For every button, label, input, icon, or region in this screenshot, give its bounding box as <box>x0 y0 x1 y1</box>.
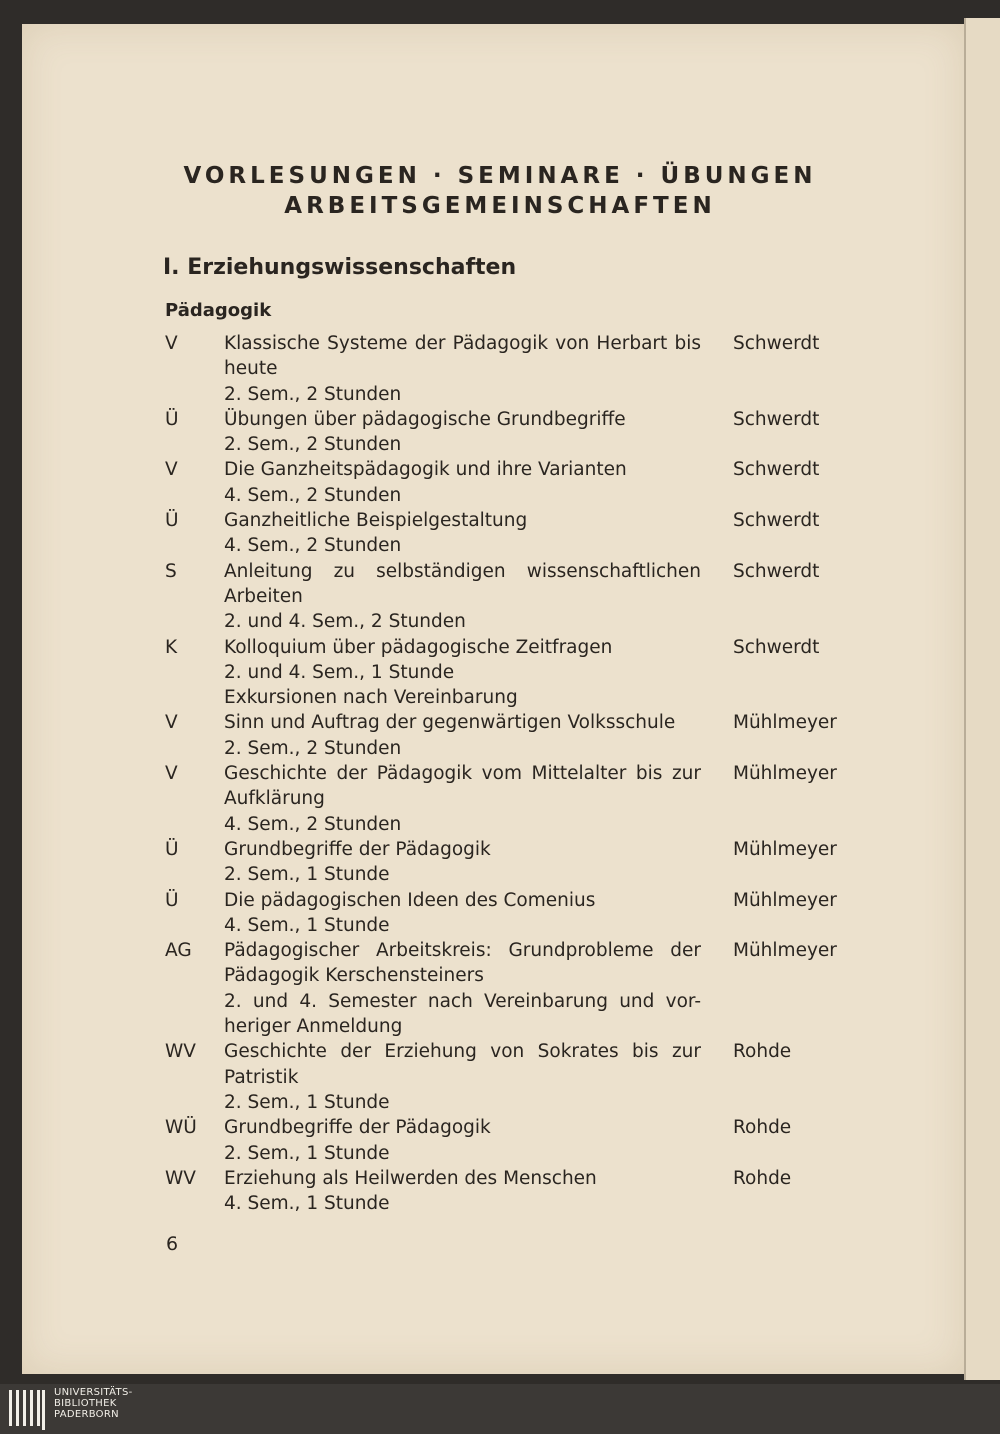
course-lecturer: Schwerdt <box>733 560 820 582</box>
course-lecturer: Schwerdt <box>733 636 820 658</box>
course-lecturer: Mühlmeyer <box>733 712 837 734</box>
course-description <box>224 457 701 508</box>
course-description <box>224 761 701 837</box>
course-description <box>224 331 701 407</box>
course-lecturer: Mühlmeyer <box>733 889 837 911</box>
course-entry <box>165 331 865 407</box>
course-description <box>224 1166 701 1217</box>
logo-bar <box>30 1390 33 1426</box>
course-type-code: V <box>165 459 178 481</box>
course-type-code: Ü <box>165 408 179 430</box>
course-title: Die Ganzheitspädagogik und ihre Varianten <box>224 459 627 481</box>
course-entry <box>165 710 865 761</box>
course-title: Übungen über pädagogische Grundbegriffe <box>224 408 626 430</box>
course-type-code: WÜ <box>165 1117 197 1139</box>
course-schedule: 4. Sem., 1 Stunde <box>224 914 390 936</box>
logo-text-line: UNIVERSITÄTS- <box>54 1387 133 1398</box>
heading-line-2: ARBEITSGEMEINSCHAFTEN <box>284 193 716 219</box>
course-description <box>224 1115 701 1166</box>
course-entry <box>165 407 865 458</box>
subsection-title: Pädagogik <box>165 300 272 321</box>
course-schedule: 2. und 4. Semester nach Vereinbarung und vor-heriger Anmeldung <box>224 990 701 1038</box>
course-entry <box>165 1166 865 1217</box>
course-type-code: Ü <box>165 889 179 911</box>
logo-bar <box>42 1390 45 1430</box>
course-entry <box>165 1039 865 1115</box>
course-description <box>224 938 701 1039</box>
course-schedule: 2. Sem., 1 Stunde <box>224 1091 390 1113</box>
course-type-code: S <box>165 560 177 582</box>
course-type-code: Ü <box>165 510 179 532</box>
course-title: Klassische Systeme der Pädagogik von Herbart bis heute <box>224 333 701 380</box>
course-description <box>224 710 701 761</box>
course-title: Kolloquium über pädagogische Zeitfragen <box>224 636 613 658</box>
course-lecturer: Rohde <box>733 1041 792 1063</box>
course-type-code: WV <box>165 1167 196 1189</box>
course-title: Sinn und Auftrag der gegenwärtigen Volksschule <box>224 712 676 734</box>
course-schedule: 4. Sem., 2 Stunden <box>224 535 402 557</box>
course-entry <box>165 888 865 939</box>
course-title: Ganzheitliche Beispielgestaltung <box>224 510 528 532</box>
course-lecturer: Mühlmeyer <box>733 940 837 962</box>
course-entry <box>165 761 865 837</box>
course-title: Pädagogischer Arbeitskreis: Grundprobleme der Pädagogik Kerschensteiners <box>224 940 701 987</box>
course-schedule: 2. und 4. Sem., 1 Stunde <box>224 661 455 683</box>
course-schedule: 2. und 4. Sem., 2 Stunden <box>224 611 466 633</box>
course-schedule: 2. Sem., 2 Stunden <box>224 383 402 405</box>
course-entry <box>165 457 865 508</box>
course-entry <box>165 508 865 559</box>
course-type-code: V <box>165 712 178 734</box>
course-type-code: AG <box>165 940 192 962</box>
course-title: Anleitung zu selbständigen wissenschaftlichen Arbeiten <box>224 560 701 607</box>
course-type-code: V <box>165 763 178 785</box>
logo-bar <box>23 1390 26 1426</box>
course-entry <box>165 559 865 635</box>
course-lecturer: Schwerdt <box>733 408 820 430</box>
course-description <box>224 508 701 559</box>
logo-bar <box>37 1390 40 1426</box>
course-title: Geschichte der Erziehung von Sokrates bis zur Patristik <box>224 1041 701 1088</box>
course-schedule: 2. Sem., 1 Stunde <box>224 1142 390 1164</box>
course-schedule: 2. Sem., 2 Stunden <box>224 737 402 759</box>
course-description <box>224 888 701 939</box>
course-description <box>224 559 701 635</box>
library-footer <box>0 1384 1000 1434</box>
course-title: Grundbegriffe der Pädagogik <box>224 1117 491 1139</box>
logo-bar <box>16 1390 19 1426</box>
next-page-edge <box>964 18 1000 1380</box>
course-description <box>224 1039 701 1115</box>
course-title: Erziehung als Heilwerden des Menschen <box>224 1167 597 1189</box>
course-lecturer: Mühlmeyer <box>733 838 837 860</box>
library-logo-icon <box>8 1388 46 1430</box>
heading-line-1: VORLESUNGEN · SEMINARE · ÜBUNGEN <box>183 163 817 189</box>
course-description <box>224 635 701 711</box>
course-title: Grundbegriffe der Pädagogik <box>224 838 491 860</box>
course-list <box>165 331 865 1216</box>
course-schedule: 2. Sem., 1 Stunde <box>224 864 390 886</box>
course-schedule: 4. Sem., 1 Stunde <box>224 1193 390 1215</box>
page-number: 6 <box>166 1233 179 1255</box>
course-description <box>224 407 701 458</box>
course-schedule: 4. Sem., 2 Stunden <box>224 484 402 506</box>
course-entry <box>165 1115 865 1166</box>
course-lecturer: Rohde <box>733 1167 792 1189</box>
course-type-code: Ü <box>165 838 179 860</box>
logo-text-line: BIBLIOTHEK <box>54 1398 117 1409</box>
course-title: Die pädagogischen Ideen des Comenius <box>224 889 596 911</box>
course-schedule: 2. Sem., 2 Stunden <box>224 434 402 456</box>
logo-bar <box>9 1390 12 1426</box>
course-lecturer: Mühlmeyer <box>733 763 837 785</box>
course-type-code: K <box>165 636 178 658</box>
logo-text-line: PADERBORN <box>54 1409 119 1420</box>
course-lecturer: Schwerdt <box>733 510 820 532</box>
course-entry <box>165 635 865 711</box>
course-schedule: 4. Sem., 2 Stunden <box>224 813 402 835</box>
course-entry <box>165 837 865 888</box>
section-title: I. Erziehungswissenschaften <box>163 255 517 280</box>
course-lecturer: Schwerdt <box>733 459 820 481</box>
course-lecturer: Rohde <box>733 1117 792 1139</box>
course-title: Geschichte der Pädagogik vom Mittelalter bis zur Aufklärung <box>224 763 701 810</box>
course-note: Exkursionen nach Vereinbarung <box>224 687 518 709</box>
course-lecturer: Schwerdt <box>733 333 820 354</box>
library-logo-text <box>54 1387 133 1420</box>
course-type-code: V <box>165 333 178 354</box>
course-type-code: WV <box>165 1041 196 1063</box>
course-entry <box>165 938 865 1039</box>
course-description <box>224 837 701 888</box>
